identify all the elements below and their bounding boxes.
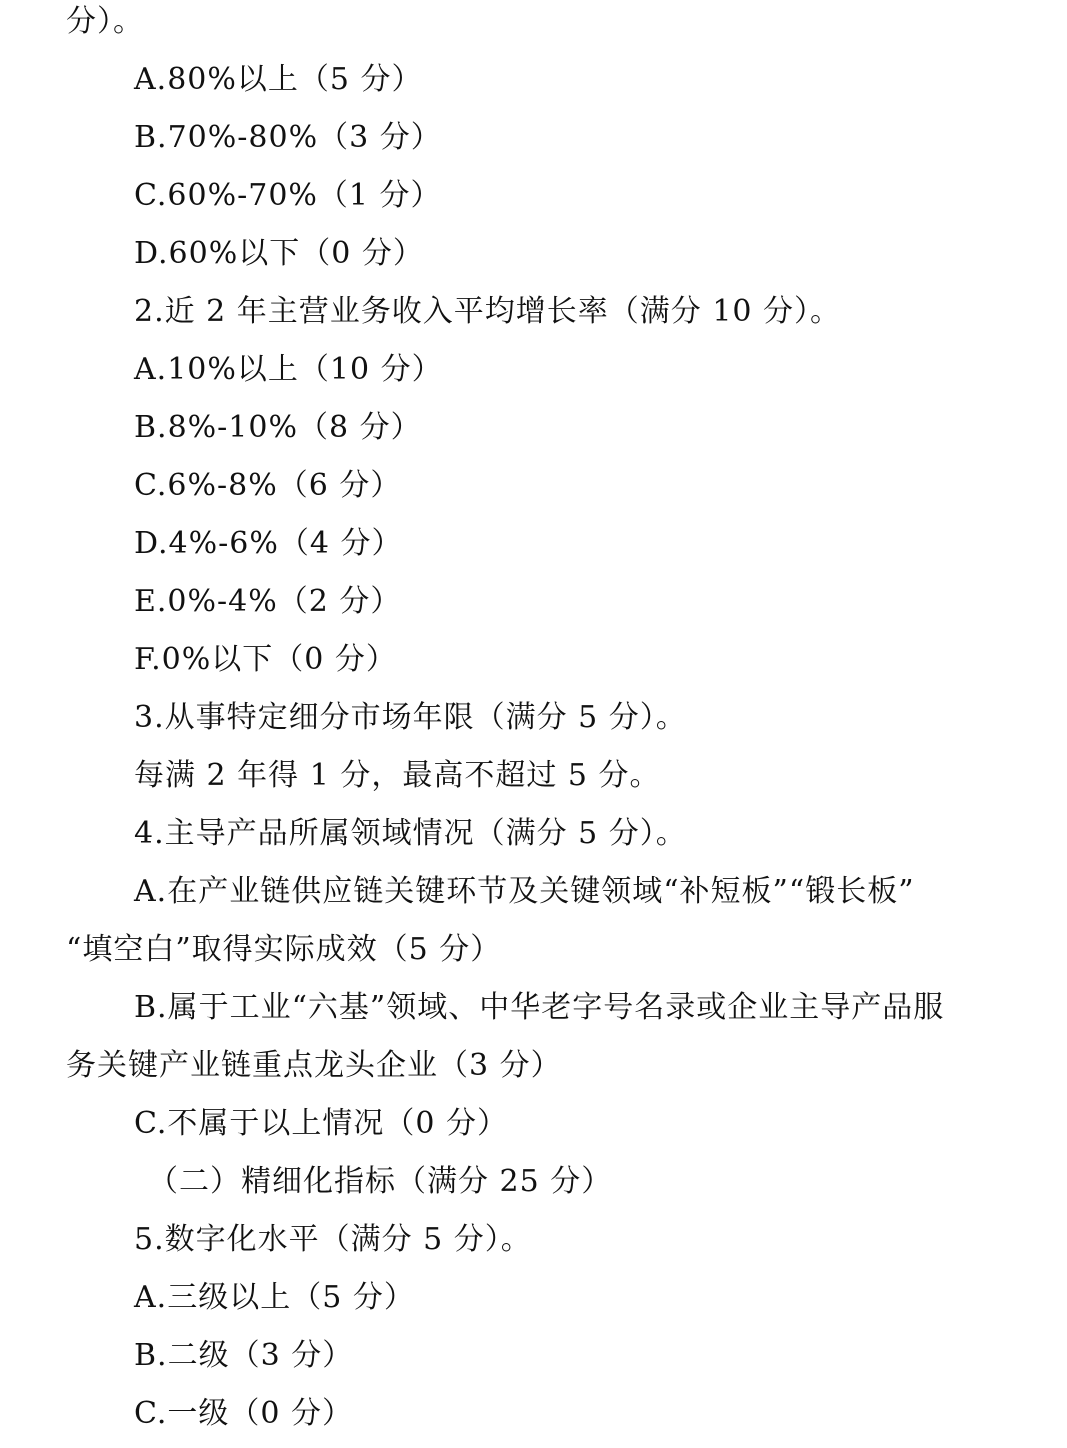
option-line: A.在产业链供应链关键环节及关键领域“补短板”“锻长板” bbox=[134, 874, 915, 909]
option-line: C.6%-8%（6 分） bbox=[134, 468, 402, 503]
option-line: B.二级（3 分） bbox=[134, 1338, 354, 1373]
option-line: C.不属于以上情况（0 分） bbox=[134, 1106, 509, 1141]
option-line: B.8%-10%（8 分） bbox=[134, 410, 422, 445]
rule-line: 每满 2 年得 1 分，最高不超过 5 分。 bbox=[134, 758, 661, 793]
option-line: C.60%-70%（1 分） bbox=[134, 178, 442, 213]
option-line: A.三级以上（5 分） bbox=[134, 1280, 415, 1315]
item-heading: 2.近 2 年主营业务收入平均增长率（满分 10 分）。 bbox=[134, 294, 842, 329]
option-line-continuation: 务关键产业链重点龙头企业（3 分） bbox=[66, 1048, 562, 1083]
text-line-continuation: 分）。 bbox=[66, 4, 144, 39]
option-line: D.60%以下（0 分） bbox=[134, 236, 424, 271]
option-line-continuation: “填空白”取得实际成效（5 分） bbox=[66, 932, 502, 967]
item-heading: 4.主导产品所属领域情况（满分 5 分）。 bbox=[134, 816, 687, 851]
item-heading: 5.数字化水平（满分 5 分）。 bbox=[134, 1222, 532, 1257]
option-line: C.一级（0 分） bbox=[134, 1396, 354, 1431]
option-line: B.70%-80%（3 分） bbox=[134, 120, 442, 155]
section-heading: （二）精细化指标（满分 25 分） bbox=[148, 1164, 613, 1199]
option-line: F.0%以下（0 分） bbox=[134, 642, 397, 677]
option-line: D.4%-6%（4 分） bbox=[134, 526, 403, 561]
option-line: B.属于工业“六基”领域、中华老字号名录或企业主导产品服 bbox=[134, 990, 945, 1025]
item-heading: 3.从事特定细分市场年限（满分 5 分）。 bbox=[134, 700, 687, 735]
option-line: A.10%以上（10 分） bbox=[134, 352, 443, 387]
option-line: A.80%以上（5 分） bbox=[134, 62, 423, 97]
option-line: E.0%-4%（2 分） bbox=[134, 584, 402, 619]
